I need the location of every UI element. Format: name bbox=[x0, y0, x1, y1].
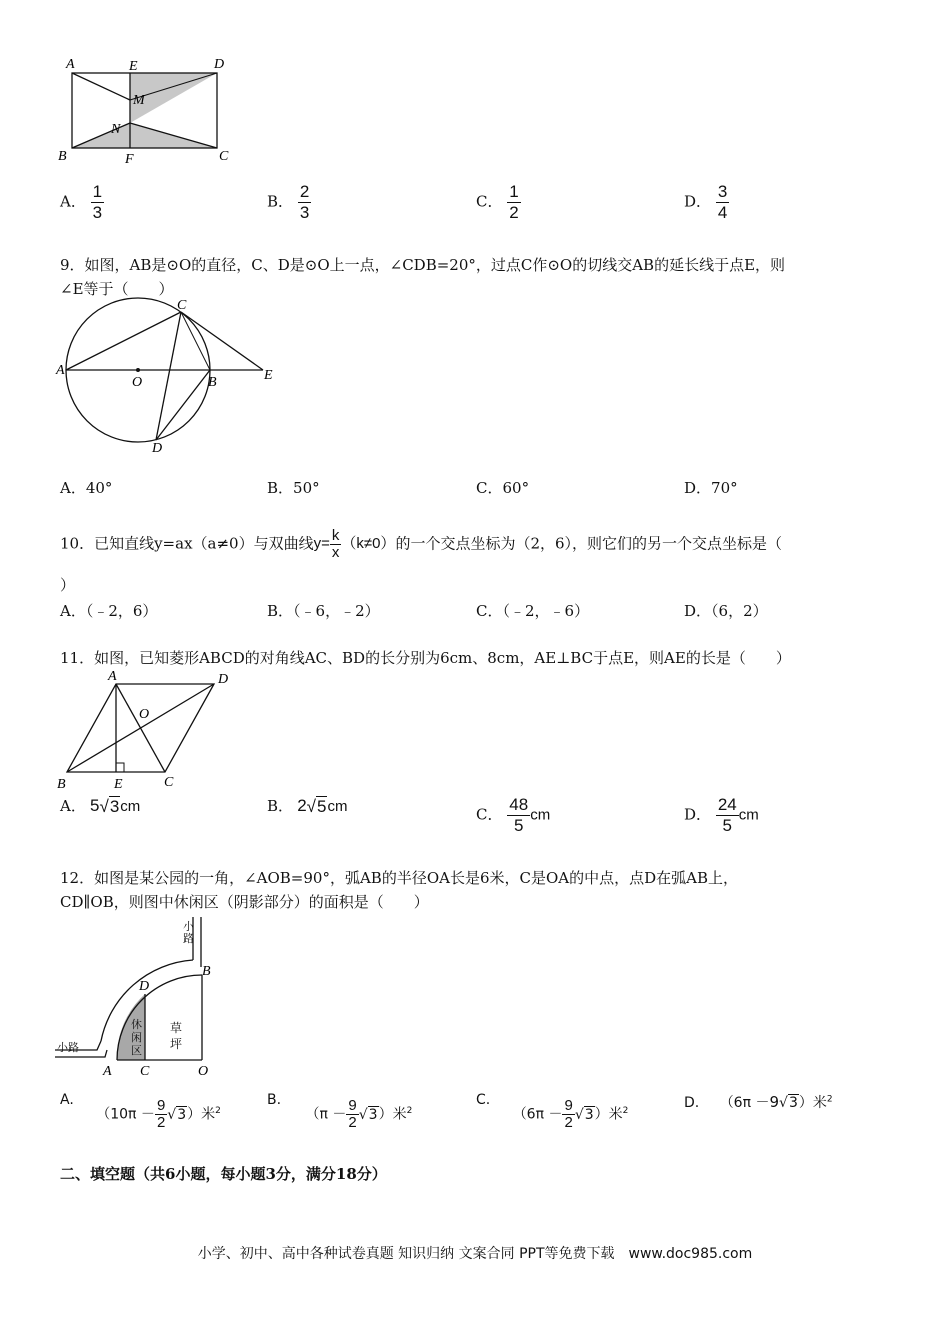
q12-label-a: A bbox=[103, 1064, 112, 1079]
q11-option-d-unit: cm bbox=[738, 806, 759, 824]
q9-option-d-text: 70° bbox=[711, 479, 738, 497]
q11-right-angle-mark bbox=[116, 763, 124, 772]
q10-option-d-letter: D． bbox=[684, 602, 712, 620]
q11-option-d-den: 5 bbox=[716, 815, 739, 836]
q9-label-d: D bbox=[152, 441, 163, 456]
q8-option-a[interactable] bbox=[60, 182, 104, 223]
q9-option-c[interactable] bbox=[476, 477, 529, 499]
q9-option-a-letter: A． bbox=[60, 479, 86, 497]
q12-option-c[interactable] bbox=[476, 1092, 628, 1131]
q12-option-b-post: ）米 bbox=[378, 1106, 407, 1123]
q12-road-left-label: 小路 bbox=[57, 1041, 79, 1054]
q9-option-b-letter: B． bbox=[267, 479, 294, 497]
q9-stem-line2: ∠E等于（ ） bbox=[60, 280, 174, 298]
q8-option-b-den: 3 bbox=[299, 203, 310, 222]
q10-y-eq: y= bbox=[313, 535, 330, 553]
q8-label-n: N bbox=[111, 122, 121, 137]
q9-option-b[interactable] bbox=[267, 477, 320, 499]
q12-option-c-letter: C. bbox=[476, 1092, 491, 1108]
q11-option-a-coef: 5 bbox=[90, 796, 100, 815]
q9-label-c: C bbox=[177, 298, 187, 313]
q9-center-dot bbox=[136, 368, 140, 372]
q8-option-b-letter: B． bbox=[267, 192, 294, 211]
q8-option-a-letter: A． bbox=[60, 192, 86, 211]
q12-option-b-radicand: 3 bbox=[368, 1106, 378, 1123]
q12-rest-area-label: 休闲区 bbox=[131, 1018, 142, 1057]
q12-option-a-expr bbox=[96, 1098, 221, 1131]
q8-option-d-num: 3 bbox=[717, 182, 728, 201]
q12-road-top-label: 小路 bbox=[183, 920, 194, 945]
q8-option-a-num: 1 bbox=[92, 182, 103, 201]
q12-option-d-pre: （6π － bbox=[719, 1095, 770, 1111]
q9-option-c-letter: C． bbox=[476, 479, 503, 497]
q12-option-b[interactable] bbox=[267, 1092, 412, 1131]
q12-option-a-fraction bbox=[155, 1098, 167, 1131]
q12-option-c-num: 9 bbox=[564, 1097, 573, 1114]
q9-figure bbox=[50, 295, 290, 460]
q10-option-d-text: （6，2） bbox=[711, 602, 768, 620]
q11-option-c-fraction bbox=[507, 795, 530, 836]
q11-label-a: A bbox=[108, 669, 117, 684]
q11-option-a-unit: cm bbox=[120, 798, 141, 815]
q10-cond: （k≠0） bbox=[341, 535, 396, 553]
q12-option-a-letter: A. bbox=[60, 1092, 74, 1108]
q8-label-d: D bbox=[214, 57, 225, 72]
page-footer: 小学、初中、高中各种试卷真题 知识归纳 文案合同 PPT等免费下载 www.doc985.com bbox=[197, 1246, 753, 1262]
q11-option-a-radicand: 3 bbox=[109, 797, 120, 817]
q12-option-a[interactable] bbox=[60, 1092, 221, 1131]
q8-option-a-fraction bbox=[91, 182, 104, 223]
q12-option-d-radicand: 3 bbox=[788, 1095, 798, 1111]
q8-label-c: C bbox=[219, 149, 229, 164]
q10-stem-pre: 10．已知直线y=ax（a≠0）与双曲线 bbox=[60, 534, 314, 553]
q8-label-f: F bbox=[125, 152, 134, 167]
sqrt-icon: √ bbox=[167, 1106, 177, 1123]
q11-option-d[interactable] bbox=[684, 795, 759, 836]
q12-label-d: D bbox=[139, 979, 150, 994]
q12-option-c-fraction bbox=[562, 1098, 574, 1131]
q10-option-d[interactable] bbox=[684, 600, 768, 622]
q11-option-d-fraction bbox=[716, 795, 739, 836]
q12-option-d-sqrt bbox=[779, 1095, 799, 1111]
q8-option-a-den: 3 bbox=[92, 203, 103, 222]
q12-option-d-coef: 9 bbox=[769, 1093, 780, 1111]
q8-option-d[interactable] bbox=[684, 182, 729, 223]
q12-option-b-expr bbox=[306, 1098, 413, 1131]
q9-option-d[interactable] bbox=[684, 477, 738, 499]
q12-option-a-sup: 2 bbox=[215, 1105, 221, 1116]
q12-grass-label: 草坪 bbox=[170, 1021, 183, 1051]
q11-option-c-den: 5 bbox=[507, 815, 530, 836]
q11-option-b-sqrt bbox=[307, 797, 328, 817]
q12-option-b-pre: （π － bbox=[305, 1106, 347, 1123]
q8-option-c-letter: C． bbox=[476, 192, 503, 211]
q12-option-b-letter: B. bbox=[267, 1092, 282, 1108]
q11-option-b-radicand: 5 bbox=[317, 797, 327, 817]
q10-stem-line1 bbox=[60, 528, 782, 561]
q12-option-b-fraction bbox=[346, 1098, 358, 1131]
q10-option-b[interactable] bbox=[267, 600, 380, 622]
q8-option-b-fraction bbox=[298, 182, 311, 223]
q12-stem-line1: 12．如图是某公园的一角，∠AOB=90°，弧AB的半径OA长是6米，C是OA的中点，点D在弧AB上， bbox=[60, 869, 738, 887]
q11-option-c[interactable] bbox=[476, 795, 550, 836]
q9-line-ce bbox=[181, 312, 263, 370]
q11-option-b-letter: B． bbox=[267, 797, 294, 815]
section2-heading: 二、填空题（共6小题，每小题3分，满分18分） bbox=[60, 1165, 387, 1183]
q9-label-e: E bbox=[264, 368, 273, 383]
q10-option-a-text: （﹣2，6） bbox=[85, 602, 158, 620]
q12-option-c-pre: （6π － bbox=[512, 1106, 563, 1123]
q9-option-a-text: 40° bbox=[85, 479, 113, 497]
q10-option-a-letter: A． bbox=[60, 602, 86, 620]
q11-option-c-num: 48 bbox=[509, 795, 529, 814]
q9-line-db bbox=[156, 370, 210, 440]
q11-option-c-letter: C． bbox=[476, 805, 503, 824]
q8-option-b[interactable] bbox=[267, 182, 311, 223]
q12-label-o: O bbox=[198, 1064, 209, 1079]
q12-option-c-den: 2 bbox=[564, 1114, 573, 1131]
q11-option-c-unit: cm bbox=[530, 806, 551, 824]
q8-option-c[interactable] bbox=[476, 182, 521, 223]
q11-label-c: C bbox=[164, 775, 174, 790]
q9-stem-line1: 9．如图，AB是⊙O的直径，C、D是⊙O上一点，∠CDB=20°，过点C作⊙O的切线交AB的延长线于点E，则 bbox=[60, 256, 786, 274]
q10-option-c-letter: C． bbox=[476, 602, 503, 620]
q10-option-b-text: （﹣6，﹣2） bbox=[293, 602, 380, 620]
q12-option-c-sup: 2 bbox=[622, 1105, 629, 1116]
q8-option-d-letter: D． bbox=[684, 192, 712, 211]
q12-option-d-post: ）米 bbox=[798, 1095, 827, 1111]
q12-option-b-sqrt bbox=[359, 1107, 379, 1123]
q8-option-c-num: 1 bbox=[509, 182, 519, 201]
sqrt-icon: √ bbox=[306, 797, 317, 817]
q9-option-b-text: 50° bbox=[293, 479, 320, 497]
q12-option-a-num: 9 bbox=[156, 1097, 166, 1114]
q12-label-b: B bbox=[202, 964, 211, 979]
q8-option-d-fraction bbox=[716, 182, 729, 223]
q12-option-d[interactable] bbox=[684, 1092, 833, 1112]
q12-option-c-sqrt bbox=[575, 1107, 595, 1123]
q8-label-m: M bbox=[133, 93, 145, 108]
q11-option-a-letter: A． bbox=[60, 797, 86, 815]
q12-option-b-den: 2 bbox=[348, 1114, 357, 1131]
q9-label-a: A bbox=[56, 363, 65, 378]
q8-figure bbox=[55, 55, 235, 170]
q8-label-b: B bbox=[58, 149, 67, 164]
q9-line-ac bbox=[66, 312, 181, 370]
q12-option-c-post: ）米 bbox=[594, 1106, 623, 1123]
q11-option-b-coef: 2 bbox=[297, 796, 307, 815]
q9-option-a[interactable] bbox=[60, 477, 112, 499]
q12-label-c: C bbox=[140, 1064, 150, 1079]
q8-option-b-num: 2 bbox=[299, 182, 310, 201]
q10-num: k bbox=[331, 527, 340, 544]
q12-option-a-pre: （10π － bbox=[96, 1106, 155, 1123]
q12-option-c-radicand: 3 bbox=[584, 1106, 594, 1123]
q12-option-c-expr bbox=[513, 1098, 629, 1131]
q11-option-a[interactable] bbox=[60, 795, 140, 817]
q8-option-c-fraction bbox=[507, 182, 520, 223]
q12-option-a-post: ）米 bbox=[187, 1106, 216, 1123]
q9-line-cd bbox=[156, 312, 181, 440]
q11-figure bbox=[52, 666, 252, 794]
q10-stem-post: 的一个交点坐标为（2，6），则它们的另一个交点坐标是（ bbox=[395, 534, 783, 553]
q10-option-c[interactable] bbox=[476, 600, 589, 622]
q9-option-c-text: 60° bbox=[502, 479, 530, 497]
q12-stem-line2: CD∥OB，则图中休闲区（阴影部分）的面积是（ ） bbox=[60, 893, 429, 911]
q11-diag-bd bbox=[67, 684, 214, 772]
q9-option-d-letter: D． bbox=[684, 479, 712, 497]
q10-option-b-letter: B． bbox=[267, 602, 294, 620]
q12-option-b-sup: 2 bbox=[406, 1105, 413, 1116]
q9-label-o: O bbox=[132, 375, 143, 390]
q12-option-a-den: 2 bbox=[156, 1114, 166, 1131]
q10-fraction bbox=[330, 528, 342, 561]
q8-line-am bbox=[72, 73, 130, 100]
q10-hyperbola bbox=[313, 527, 396, 561]
q12-option-d-letter: D. bbox=[684, 1095, 700, 1111]
q9-line-cb bbox=[181, 312, 210, 370]
sqrt-icon: √ bbox=[358, 1106, 368, 1123]
q12-option-d-sup: 2 bbox=[826, 1094, 833, 1105]
q9-label-b: B bbox=[208, 375, 217, 390]
q8-option-d-den: 4 bbox=[717, 203, 728, 222]
q12-option-d-expr bbox=[720, 1095, 833, 1111]
q11-label-e: E bbox=[114, 777, 123, 792]
q11-option-b[interactable] bbox=[267, 795, 347, 817]
sqrt-icon: √ bbox=[779, 1095, 788, 1111]
q11-label-d: D bbox=[218, 672, 229, 687]
sqrt-icon: √ bbox=[99, 797, 109, 817]
q10-option-c-text: （﹣2，﹣6） bbox=[502, 602, 590, 620]
q8-label-a: A bbox=[66, 57, 75, 72]
q12-option-a-sqrt bbox=[167, 1107, 187, 1123]
q12-option-b-num: 9 bbox=[348, 1097, 357, 1114]
q10-stem-line2: ） bbox=[60, 576, 76, 594]
q11-option-a-sqrt bbox=[99, 797, 120, 817]
sqrt-icon: √ bbox=[574, 1106, 584, 1123]
q12-option-a-radicand: 3 bbox=[177, 1106, 187, 1123]
q11-label-o: O bbox=[139, 707, 150, 722]
q11-option-b-unit: cm bbox=[327, 798, 348, 815]
q8-option-c-den: 2 bbox=[509, 203, 519, 222]
q10-den: x bbox=[331, 544, 340, 561]
q11-stem: 11．如图，已知菱形ABCD的对角线AC、BD的长分别为6cm、8cm，AE⊥BC于点E，则AE的长是（ ） bbox=[60, 649, 791, 667]
q11-option-d-letter: D． bbox=[684, 805, 712, 824]
q11-label-b: B bbox=[57, 777, 66, 792]
q11-option-d-num: 24 bbox=[717, 795, 737, 814]
q10-option-a[interactable] bbox=[60, 600, 157, 622]
q8-label-e: E bbox=[129, 59, 138, 74]
